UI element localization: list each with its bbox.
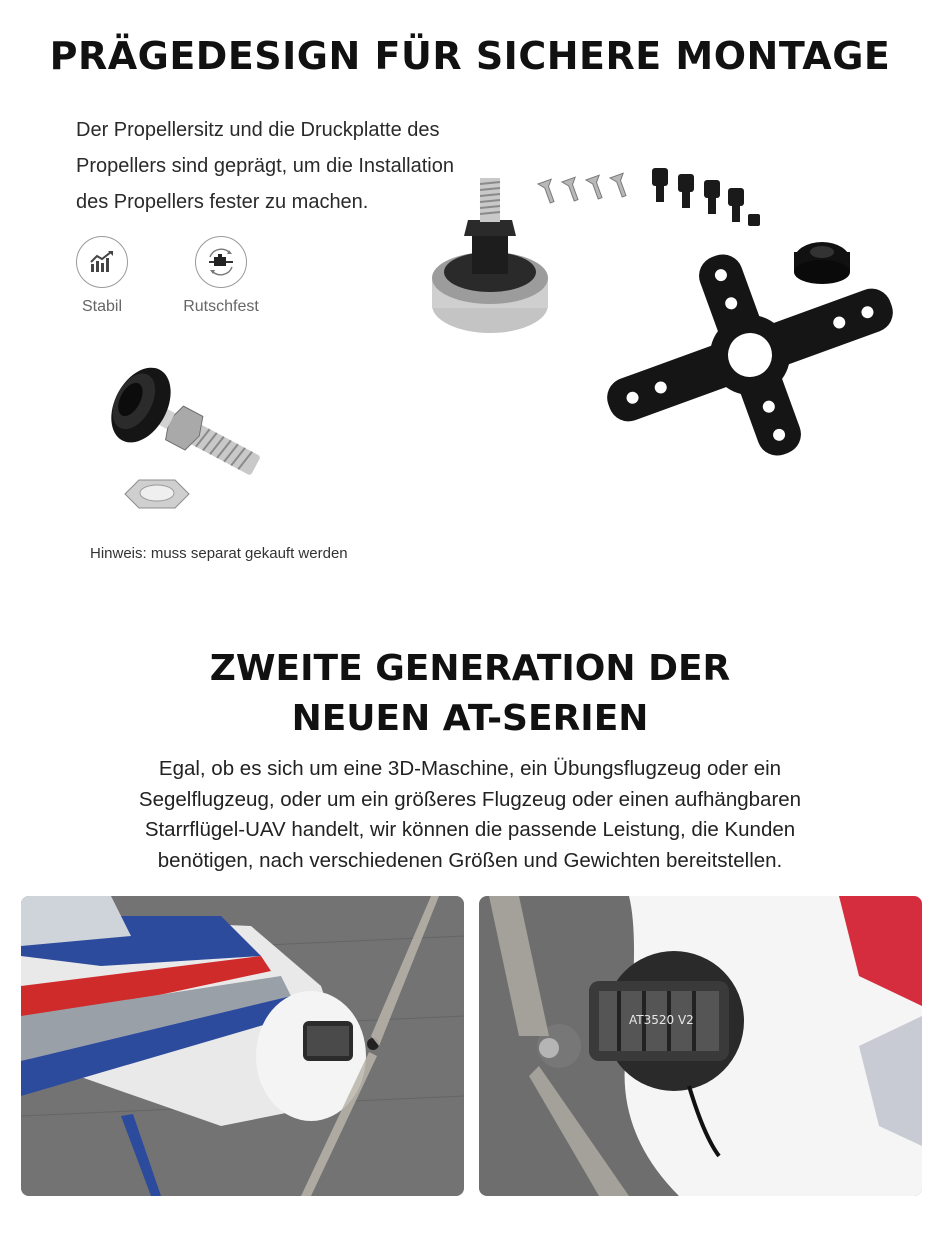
description-line: Propellers sind geprägt, um die Installation [76,155,454,177]
stable-chart-icon [76,236,128,288]
description-line: benötigen, nach verschiedenen Größen und Gewichten bereitstellen. [157,848,783,872]
second-generation-description [50,754,890,876]
feature-label: Stabil [81,298,123,315]
description-line: Starrflügel-UAV handelt, wir können die passende Leistung, die Kunden [144,818,796,841]
description-line: Segelflugzeug, oder um ein größeres Flugzeug oder einen aufhängbaren [138,787,802,811]
motor-accessories-image [420,160,900,470]
plane-motor-photo-right [479,896,922,1196]
title-line: ZWEITE GENERATION DER [209,648,731,689]
description-line: Egal, ob es sich um eine 3D-Maschine, ein Übungsflugzeug oder ein [158,757,782,780]
title-line: NEUEN AT-SERIEN [291,698,649,739]
purchase-note: Hinweis: muss separat gekauft werden [90,545,348,562]
feature-stable [52,236,152,316]
motor-label-text: AT3520 V2 [629,1013,694,1027]
section-title-embossed-design: PRÄGEDESIGN FÜR SICHERE MONTAGE [49,34,891,78]
anti-slip-icon [195,236,247,288]
feature-label: Rutschfest [183,298,259,315]
propeller-adapter-image [95,330,285,530]
description-line: des Propellers fester zu machen. [76,191,369,213]
section-title-second-generation [0,644,940,744]
description-line: Der Propellersitz und die Druckplatte des [76,119,440,141]
feature-anti-slip [171,236,271,316]
plane-motor-photo-left [21,896,464,1196]
